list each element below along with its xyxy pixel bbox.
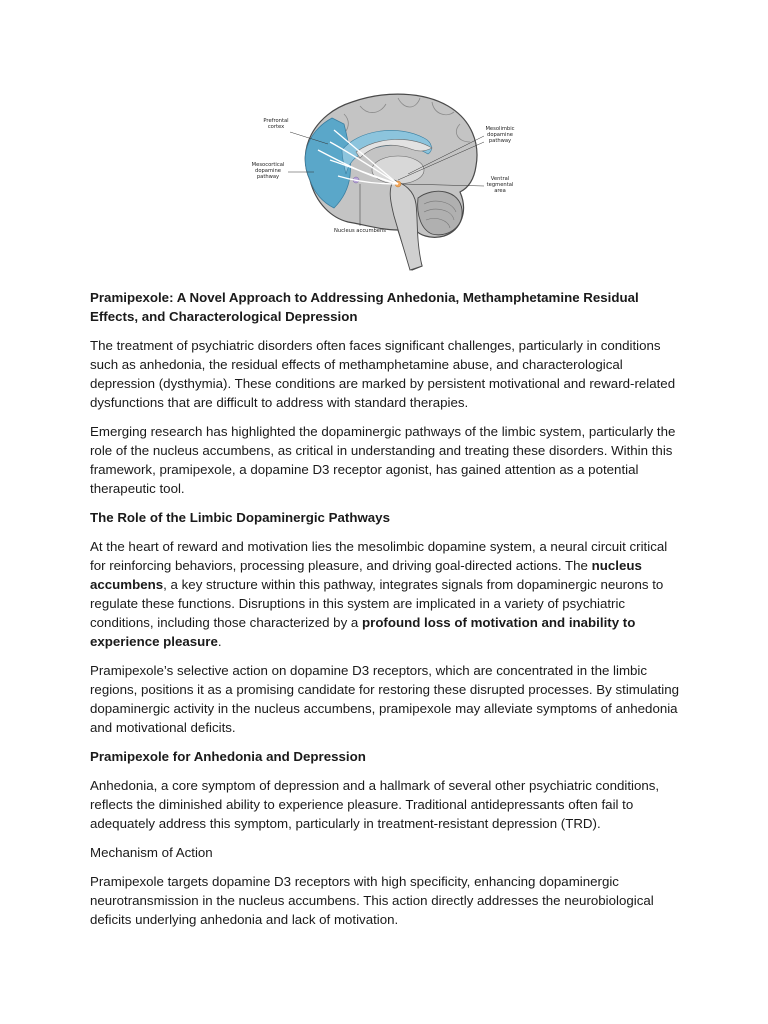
text-run: . [217,634,222,649]
label-mesocortical-line-3: pathway [256,174,280,180]
limbic-paragraph-2: Pramipexole’s selective action on dopamine D3 receptors, which are concentrated in the limbic regions, positions it as a promising candidate for restoring these disrupted processes. By stimulating dopaminergic activity in the nucleus accumbens, pramipexole may alleviate symptoms of anhedonia and motivational deficits. [90,663,680,735]
emphasis-nucleus-accumbens: nucleus accumbens [90,558,642,592]
label-nucleus-accumbens: Nucleus accumbens [334,228,386,234]
brain-illustration [248,80,520,280]
emphasis-loss-of-motivation: profound loss of motivation and inability to experience pleasure [90,615,636,649]
label-mesocortical-line-1: Mesocortical [251,162,285,168]
article-title: Pramipexole: A Novel Approach to Addressing Anhedonia, Methamphetamine Residual Effects, and Characterological Depression [90,290,639,324]
label-mesocortical-line-2: dopamine [255,168,281,174]
section-heading-limbic: The Role of the Limbic Dopaminergic Pathways [90,510,390,525]
label-vta-line-2: tegmental [486,182,514,188]
mechanism-paragraph: Pramipexole targets dopamine D3 receptors with high specificity, enhancing dopaminergic neurotransmission in the nucleus accumbens. This action directly addresses the neurobiological deficits underlying anhedonia and lack of motivation. [90,874,654,927]
label-mesolimbic-line-2: dopamine [487,132,513,138]
brain-diagram-figure [248,80,520,280]
text-run: , a key structure within this pathway, integrates signals from dopaminergic neurons to regulate these functions. Disruptions in this system are implicated in a variety of psychiatric conditions, including those characterized by a [90,577,664,630]
label-mesolimbic-line-1: Mesolimbic [485,126,515,132]
cerebellum [418,191,463,235]
text-run: At the heart of reward and motivation lies the mesolimbic dopamine system, a neural circuit critical for reinforcing behaviors, processing pleasure, and driving goal-directed actions. The [90,539,668,573]
label-prefrontal-line-1: Prefrontal [263,118,289,124]
article-body [90,288,682,939]
anhedonia-paragraph-1: Anhedonia, a core symptom of depression and a hallmark of several other psychiatric conditions, reflects the diminished ability to experience pleasure. Traditional antidepressants often fail to adequately address this symptom, particularly in treatment-resistant depression (TRD). [90,778,660,831]
limbic-paragraph-1 [90,537,682,651]
label-vta-line-3: area [494,188,506,194]
subheading-mechanism: Mechanism of Action [90,845,213,860]
label-mesolimbic-line-3: pathway [488,138,512,144]
section-heading-anhedonia: Pramipexole for Anhedonia and Depression [90,749,366,764]
intro-paragraph-1: The treatment of psychiatric disorders often faces significant challenges, particularly in conditions such as anhedonia, the residual effects of methamphetamine abuse, and characterological depression (dysthymia). These conditions are marked by persistent motivational and reward-related dysfunctions that are difficult to address with standard therapies. [90,338,676,410]
intro-paragraph-2: Emerging research has highlighted the dopaminergic pathways of the limbic system, particularly the role of the nucleus accumbens, as critical in understanding and treating these disorders. Within this framework, pramipexole, a dopamine D3 receptor agonist, has gained attention as a potential therapeutic tool. [90,424,676,496]
label-prefrontal-line-2: cortex [267,124,285,130]
label-vta-line-1: Ventral [490,176,510,182]
